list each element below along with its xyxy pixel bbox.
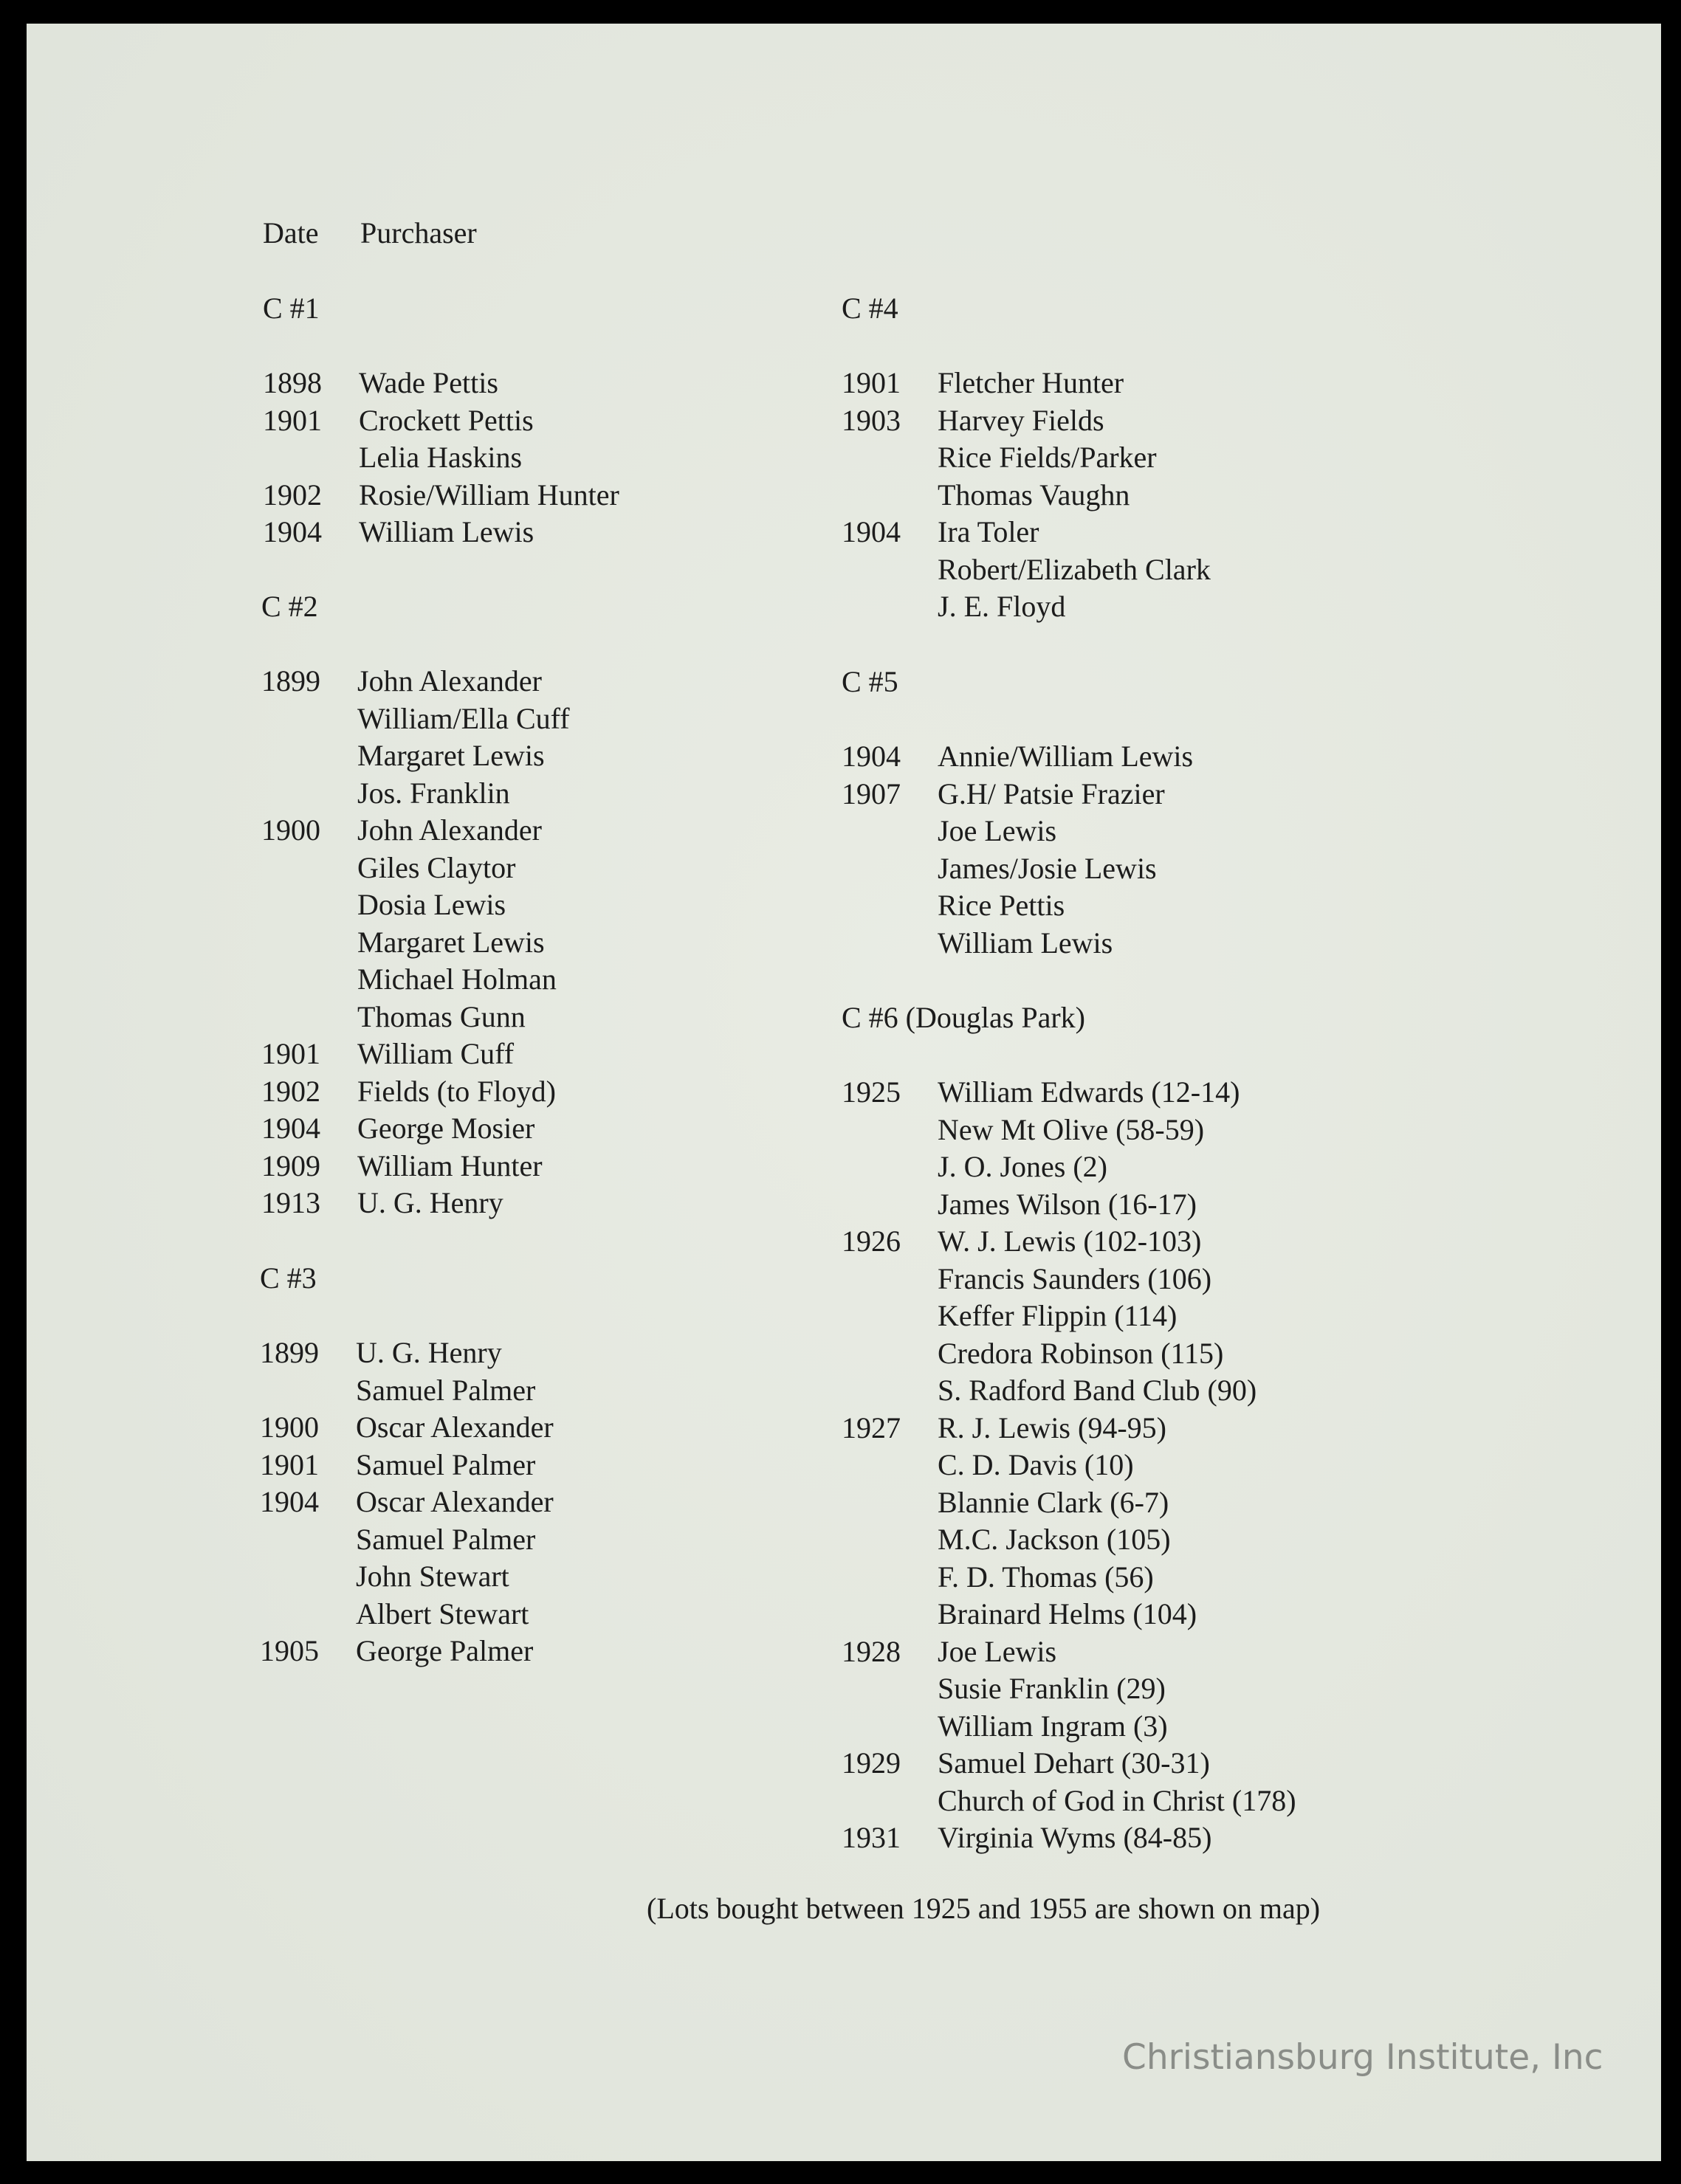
purchaser-name: John Stewart — [356, 1560, 509, 1593]
purchaser-name: Giles Claytor — [357, 850, 516, 884]
purchase-year: 1904 — [261, 1112, 320, 1145]
purchaser-name: George Palmer — [356, 1634, 534, 1667]
purchaser-name: Virginia Wyms (84-85) — [938, 1821, 1212, 1854]
purchase-row — [260, 1596, 529, 1633]
purchase-row — [261, 1036, 515, 1073]
purchase-row — [842, 477, 1130, 514]
purchase-row — [260, 1334, 502, 1372]
purchaser-name: William Cuff — [357, 1037, 515, 1070]
purchaser-name: R. J. Lewis (94-95) — [938, 1410, 1166, 1444]
purchase-row — [263, 439, 523, 477]
purchase-row — [842, 1261, 1212, 1298]
purchaser-name: Joe Lewis — [938, 1634, 1057, 1668]
purchase-row — [261, 812, 542, 850]
purchase-year: 1929 — [842, 1746, 901, 1780]
purchaser-name: Blannie Clark (6-7) — [938, 1485, 1169, 1519]
purchase-row — [261, 1073, 556, 1111]
purchaser-name: Margaret Lewis — [357, 739, 545, 772]
purchaser-name: William Lewis — [359, 515, 534, 548]
purchaser-name: William Ingram (3) — [938, 1709, 1168, 1743]
purchaser-column-header: Purchaser — [360, 216, 477, 249]
purchase-row — [260, 1447, 536, 1484]
purchase-row — [842, 1633, 1085, 1671]
purchase-row — [842, 1223, 1202, 1261]
purchaser-name: William Hunter — [357, 1148, 543, 1182]
purchase-row — [842, 588, 1066, 626]
purchase-row — [263, 365, 498, 402]
section-c5 — [842, 664, 1194, 962]
purchaser-name: Thomas Gunn — [357, 999, 526, 1033]
purchaser-name: Credora Robinson (115) — [938, 1336, 1224, 1370]
purchase-year: 1904 — [842, 740, 901, 773]
section-title: C #1 — [263, 292, 320, 325]
section-title: C #5 — [842, 665, 898, 698]
purchase-row — [842, 1148, 1107, 1186]
purchase-year: 1928 — [842, 1634, 901, 1668]
footnote: (Lots bought between 1925 and 1955 are shown on map) — [647, 1892, 1321, 1925]
purchase-row — [842, 1782, 1296, 1820]
purchaser-name: James/Josie Lewis — [938, 851, 1157, 885]
purchase-row — [261, 775, 510, 813]
purchaser-name: Fields (to Floyd) — [357, 1074, 556, 1108]
purchase-year: 1925 — [842, 1075, 901, 1109]
purchase-year: 1902 — [261, 1074, 320, 1108]
purchase-row — [842, 551, 1211, 589]
section-c4 — [842, 290, 1211, 626]
purchase-year: 1904 — [263, 515, 322, 548]
purchaser-name: Thomas Vaughn — [938, 478, 1130, 511]
purchase-year: 1904 — [842, 515, 901, 548]
purchase-year: 1913 — [261, 1186, 320, 1219]
purchaser-name: Michael Holman — [357, 962, 557, 996]
purchase-row — [842, 813, 1057, 850]
purchase-year: 1905 — [260, 1634, 319, 1667]
purchase-row — [261, 961, 557, 999]
purchaser-name: Harvey Fields — [938, 403, 1104, 437]
purchase-row — [842, 1372, 1257, 1410]
purchaser-name: Samuel Dehart (30-31) — [938, 1746, 1210, 1780]
purchase-row — [842, 1708, 1168, 1746]
purchaser-name: William Lewis — [938, 926, 1113, 960]
purchase-row — [842, 1819, 1212, 1857]
purchase-row — [842, 1670, 1166, 1708]
purchase-year: 1903 — [842, 403, 901, 437]
purchaser-name: Albert Stewart — [356, 1596, 529, 1630]
purchaser-name: Samuel Palmer — [356, 1447, 536, 1481]
section-c6 — [842, 999, 1296, 1857]
purchase-row — [261, 886, 506, 924]
purchase-row — [842, 1745, 1210, 1782]
purchaser-name: George Mosier — [357, 1112, 535, 1145]
purchaser-name: Samuel Palmer — [356, 1522, 536, 1556]
purchase-year: 1900 — [260, 1410, 319, 1444]
purchaser-name: Joe Lewis — [938, 814, 1057, 847]
purchaser-name: Brainard Helms (104) — [938, 1597, 1197, 1630]
purchase-row — [842, 514, 1039, 551]
purchase-row — [263, 514, 534, 551]
purchase-row — [260, 1521, 536, 1559]
purchase-row — [842, 1410, 1166, 1447]
purchaser-name: Wade Pettis — [359, 366, 498, 399]
purchase-row — [261, 924, 545, 962]
purchase-row — [260, 1558, 509, 1596]
purchase-row — [842, 1335, 1224, 1373]
purchase-year: 1907 — [842, 776, 901, 810]
purchase-row — [263, 477, 619, 514]
purchase-row — [263, 402, 534, 440]
purchase-year: 1900 — [261, 813, 320, 847]
purchase-row — [261, 663, 542, 700]
watermark: Christiansburg Institute, Inc — [1122, 2037, 1603, 2078]
section-title: C #2 — [261, 590, 318, 623]
purchaser-name: Annie/William Lewis — [938, 740, 1194, 773]
purchaser-name: Lelia Haskins — [359, 441, 523, 474]
purchase-row — [261, 1185, 503, 1222]
purchase-row — [842, 887, 1065, 925]
purchaser-name: G.H/ Patsie Frazier — [938, 776, 1165, 810]
purchaser-name: C. D. Davis (10) — [938, 1448, 1134, 1481]
purchase-row — [842, 1447, 1134, 1484]
purchaser-name: John Alexander — [357, 664, 542, 697]
purchaser-name: Dosia Lewis — [357, 888, 506, 921]
purchase-row — [842, 1521, 1171, 1559]
purchaser-name: Susie Franklin (29) — [938, 1672, 1166, 1705]
purchase-row — [260, 1633, 534, 1670]
purchase-row — [260, 1409, 554, 1447]
purchase-row — [261, 999, 526, 1036]
section-c2 — [261, 588, 570, 1222]
purchaser-name: Samuel Palmer — [356, 1373, 536, 1407]
purchase-row — [842, 1112, 1205, 1149]
purchaser-name: Rice Fields/Parker — [938, 441, 1157, 474]
purchaser-name: U. G. Henry — [356, 1336, 502, 1369]
purchase-row — [261, 850, 516, 887]
purchaser-name: New Mt Olive (58-59) — [938, 1112, 1205, 1146]
purchaser-name: Rosie/William Hunter — [359, 478, 619, 511]
purchaser-name: Robert/Elizabeth Clark — [938, 552, 1211, 586]
purchase-row — [842, 1596, 1197, 1633]
purchase-row — [842, 776, 1165, 813]
purchaser-name: Rice Pettis — [938, 889, 1065, 922]
purchaser-name: J. O. Jones (2) — [938, 1150, 1107, 1183]
purchaser-name: Margaret Lewis — [357, 925, 545, 959]
purchase-year: 1902 — [263, 478, 322, 511]
purchaser-name: William/Ella Cuff — [357, 701, 570, 735]
purchase-year: 1899 — [260, 1336, 319, 1369]
purchase-row — [261, 737, 545, 775]
purchaser-name: M.C. Jackson (105) — [938, 1523, 1171, 1556]
purchase-row — [842, 1074, 1240, 1112]
purchase-year: 1901 — [263, 403, 322, 437]
purchaser-name: John Alexander — [357, 813, 542, 847]
purchase-row — [261, 1148, 543, 1185]
purchase-year: 1909 — [261, 1148, 320, 1182]
purchaser-name: Oscar Alexander — [356, 1410, 554, 1444]
purchase-row — [842, 1559, 1154, 1596]
purchase-row — [842, 439, 1157, 477]
purchase-row — [842, 925, 1113, 962]
purchase-row — [842, 850, 1157, 888]
purchase-year: 1926 — [842, 1224, 901, 1258]
purchaser-name: W. J. Lewis (102-103) — [938, 1224, 1202, 1258]
purchase-year: 1931 — [842, 1821, 901, 1854]
purchase-row — [842, 1484, 1169, 1522]
section-title: C #3 — [260, 1261, 317, 1295]
purchase-year: 1901 — [261, 1037, 320, 1070]
purchase-row — [261, 1110, 535, 1148]
section-title: C #6 (Douglas Park) — [842, 1001, 1085, 1034]
purchaser-name: Francis Saunders (106) — [938, 1261, 1212, 1295]
purchase-year: 1899 — [261, 664, 320, 697]
purchase-year: 1898 — [263, 366, 322, 399]
purchase-row — [260, 1372, 536, 1410]
purchase-row — [260, 1484, 554, 1521]
purchase-year: 1901 — [260, 1447, 319, 1481]
purchase-row — [842, 738, 1194, 776]
purchase-year: 1904 — [260, 1485, 319, 1518]
purchaser-name: William Edwards (12-14) — [938, 1075, 1240, 1109]
purchase-row — [842, 365, 1124, 402]
purchaser-name: U. G. Henry — [357, 1186, 503, 1219]
purchaser-name: Keffer Flippin (114) — [938, 1299, 1178, 1332]
purchaser-name: F. D. Thomas (56) — [938, 1560, 1154, 1594]
date-column-header: Date — [263, 216, 319, 249]
purchaser-name: S. Radford Band Club (90) — [938, 1374, 1257, 1407]
purchaser-name: J. E. Floyd — [938, 590, 1066, 623]
section-c3 — [260, 1260, 554, 1670]
purchase-year: 1927 — [842, 1410, 901, 1444]
purchaser-name: Church of God in Christ (178) — [938, 1783, 1296, 1817]
purchase-row — [842, 1298, 1178, 1335]
section-title: C #4 — [842, 292, 898, 325]
purchase-year: 1901 — [842, 366, 901, 399]
section-c1 — [263, 290, 619, 551]
purchaser-name: Crockett Pettis — [359, 403, 534, 437]
purchaser-name: Fletcher Hunter — [938, 366, 1124, 399]
purchase-row — [842, 402, 1104, 440]
purchaser-name: Jos. Franklin — [357, 776, 510, 810]
purchase-row — [261, 700, 570, 738]
purchaser-name: James Wilson (16-17) — [938, 1187, 1197, 1221]
purchaser-name: Oscar Alexander — [356, 1485, 554, 1518]
purchaser-name: Ira Toler — [938, 515, 1039, 548]
purchase-row — [842, 1186, 1197, 1224]
